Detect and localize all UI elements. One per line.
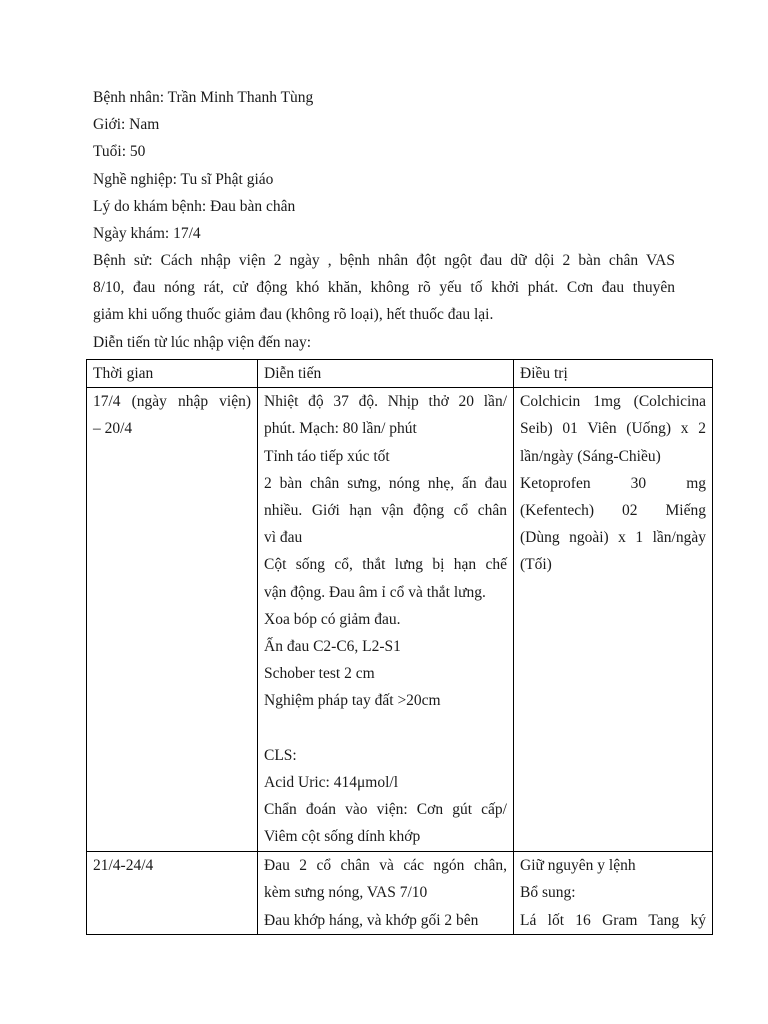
- treatment-cell: Colchicin 1mg (Colchicina Seib) 01 Viên (Uống) x 2 lần/ngày (Sáng-Chiều) Ketoprofen 30 mg (Kefentech) 02 Miếng (Dùng ngoài) x 1 lần/ngày (Tối): [514, 388, 713, 852]
- medical-history: [93, 247, 675, 329]
- table-row: [87, 388, 713, 852]
- treatment-cell: Giữ nguyên y lệnh Bổ sung: Lá lốt 16 Gram Tang ký: [514, 852, 713, 935]
- time-cell: 17/4 (ngày nhập viện) – 20/4: [87, 388, 258, 852]
- table-header-cell: Diễn tiến: [258, 360, 514, 388]
- patient-name: Bệnh nhân: Trần Minh Thanh Tùng: [93, 89, 314, 106]
- visit-reason: Lý do khám bệnh: Đau bàn chân: [93, 197, 296, 215]
- progress-cell: Nhiệt độ 37 độ. Nhịp thở 20 lần/ phút. Mạch: 80 lần/ phút Tỉnh táo tiếp xúc tốt 2 bàn chân sưng, nóng nhẹ, ấn đau nhiều. Giới hạn vận động cổ chân vì đau Cột sống cổ, thắt lưng bị hạn chế vận động. Đau âm ỉ cổ và thắt lưng. Xoa bóp có giảm đau. Ấn đau C2-C6, L2-S1 Schober test 2 cm Nghiệm pháp tay đất >20cm CLS: Acid Uric: 414μmol/l Chẩn đoán vào viện: Cơn gút cấp/ Viêm cột sống dính khớp: [258, 388, 514, 852]
- patient-info: [93, 84, 675, 247]
- table-header-cell: Thời gian: [87, 360, 258, 388]
- time-cell: 21/4-24/4: [87, 852, 258, 935]
- progress-table: [86, 359, 713, 935]
- progress-cell: Đau 2 cổ chân và các ngón chân, kèm sưng nóng, VAS 7/10 Đau khớp háng, và khớp gối 2 bên: [258, 852, 514, 935]
- table-row: [87, 852, 713, 935]
- history-line: 8/10, đau nóng rát, cử động khó khăn, không rõ yếu tố khởi phát. Cơn đau thuyên: [93, 279, 675, 297]
- patient-gender: Giới: Nam: [93, 116, 160, 134]
- history-line: Bệnh sử: Cách nhập viện 2 ngày , bệnh nhân đột ngột đau dữ dội 2 bàn chân VAS: [93, 252, 675, 269]
- progress-intro: Diễn tiến từ lúc nhập viện đến nay:: [93, 334, 312, 351]
- history-line: giảm khi uống thuốc giảm đau (không rõ loại), hết thuốc đau lại.: [93, 306, 494, 324]
- patient-age: Tuổi: 50: [93, 143, 146, 161]
- table-header-row: [87, 360, 713, 388]
- table-header-cell: Điều trị: [514, 360, 713, 388]
- visit-date: Ngày khám: 17/4: [93, 225, 201, 243]
- patient-occupation: Nghề nghiệp: Tu sĩ Phật giáo: [93, 170, 274, 188]
